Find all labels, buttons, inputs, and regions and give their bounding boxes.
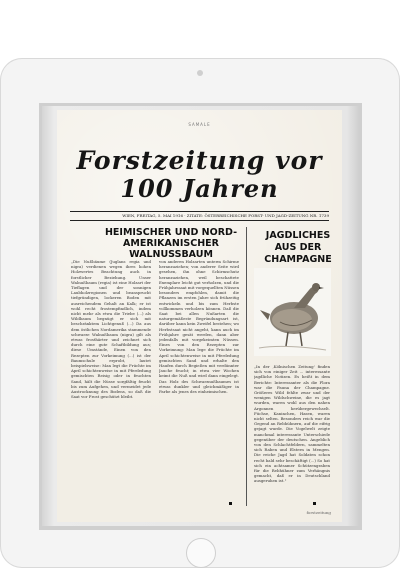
article-end-mark: [313, 502, 316, 505]
article-end-mark: [229, 502, 232, 505]
masthead-title: Forstzeitung vor: [76, 146, 323, 175]
article-column-1: „Die Nußbäume (Juglans regia und nigra) verdienen wegen ihres hohen Holzwertes Beachtung auch in forstlicher Beziehung. Unser Walnußbaum (regia) ist eine Holzart der Tieflagen und der sonnigen Laubholzregionen und beansprucht tiefgründigen, lockeren Boden mit ausreichendem Gehalt an Kalk; er ist wohl recht frostempfindlich, indem nicht mehr als etwa die Triebe (...) als Wildbaum begnügt er sich mit beschränktem Lichtgenuß (...) Da aus dem östlichen Nordamerika stammende schwarze Walnußbaum (nigra) gilt als etwas frosthärter und zeichnet sich durch eine gute Schaftbildung aus; diese Umstände, Einen von den Rezepten zur Vorkeimung (...) ist der Baumschule erprobt, lautet beispielsweise: Man legt die Früchte im April schichtenweise in mit Pferdedung gemischten Reisig oder in feuchten Sand, hält die Nüsse sorgfältig feucht bis zum Aufgehen, und vermeidet jede Austrocknung des Bodens, so daß die Saat vor Frost geschützt bleibt.: [71, 259, 151, 400]
article-headline-champagne: JAGDLICHES AUS DER CHAMPAGNE: [264, 230, 332, 265]
partridge-illustration: [254, 268, 331, 356]
article-headline-walnut: HEIMISCHER UND NORD-AMERIKANISCHER WALNUSSBAUM: [104, 227, 238, 260]
masthead-rule: [70, 211, 329, 212]
dateline-rule: [70, 220, 329, 221]
screen: [42, 106, 359, 526]
article-column-2: von anderen Holzarten unterm Schirme heranzuziehen; von anderer Seite wird gesehen, ihn ohne Schirmschutz heranzuziehen, weil beschattete Exemplare leicht gut verholzen, und die Frühjahrssaat mit vorgequellten Nüssen besonders empfohlen, damit die Pflanzen im ersten Jahre sich frühzeitig entwickeln und bis zum Herbste vollkommen verholzen können. Daß die Saat bei allen Nußarten die naturgemäßeste Begründungsart ist, darüber kann kein Zweifel bestehen; wo Herbstsaat nicht angeht, kann auch im Frühjahre gesät werden, dann aber jedenfalls mit vorgekeimten Nüssen. Eines von den Rezepten zur Vorkeimung: Man lege die Früchte im April schichtenweise in mit Pferdedung gemischten Sand und erhalte den Haufen durch Begießen mit verdünnter Jauche feucht; in etwa vier Wochen keimt die Nuß und wird dann eingelegt. Das Holz des Schwarznußbaumes ist etwas dunkler und gleichmäßiger in Farbe als jenes des einheimischen.: [159, 259, 239, 395]
section-label: SAMALE: [188, 122, 211, 127]
masthead-subtitle: 100 Jahren: [120, 174, 279, 203]
newspaper-page[interactable]: [57, 110, 342, 522]
dateline: WIEN, FREITAG, 5. MAI 1916 · ZITATE: ÖSTERREICHISCHE FORST- UND JAGD-ZEITUNG NR. 1739: [122, 213, 329, 218]
footer-label: forstzeitung: [306, 510, 331, 515]
column-divider: [246, 227, 247, 506]
article-column-3: „In der ‚Kölnischen Zeitung' finden sich von einiger Zeit ... interessante jagdliche Notizen. Es heißt in dem Berichte: Interessanter als die Flora war die Fauna der Champagne. Größeres Wild fehlte zwar und der wenigen Wildschweine, die es jagt wurden, waren wohl aus den nahen Argonnen herübergewechselt. Füchse, Kaninchen, Hasen, waren nicht selten. Besonders reich war die Gegend an Rebhühnern, auf die eifrig gejagt wurde. Die Vogelwelt zeigte manchmal interessante Unterschiede gegenüber der deutschen. Angeblich von den Schlachtfeldern, sammelten sich Raben und Elstern in Mengen. Die reiche Jagd hat Soldaten schon recht bald sehr beschäftigt (...) So hat sich ein achtsamer Schützengraben für die Rebhühner zum Verhängnis gemacht, daß er in Deutschland ausgeruhen ist.": [254, 364, 330, 484]
camera-icon: [197, 70, 203, 76]
home-button[interactable]: [186, 538, 216, 568]
